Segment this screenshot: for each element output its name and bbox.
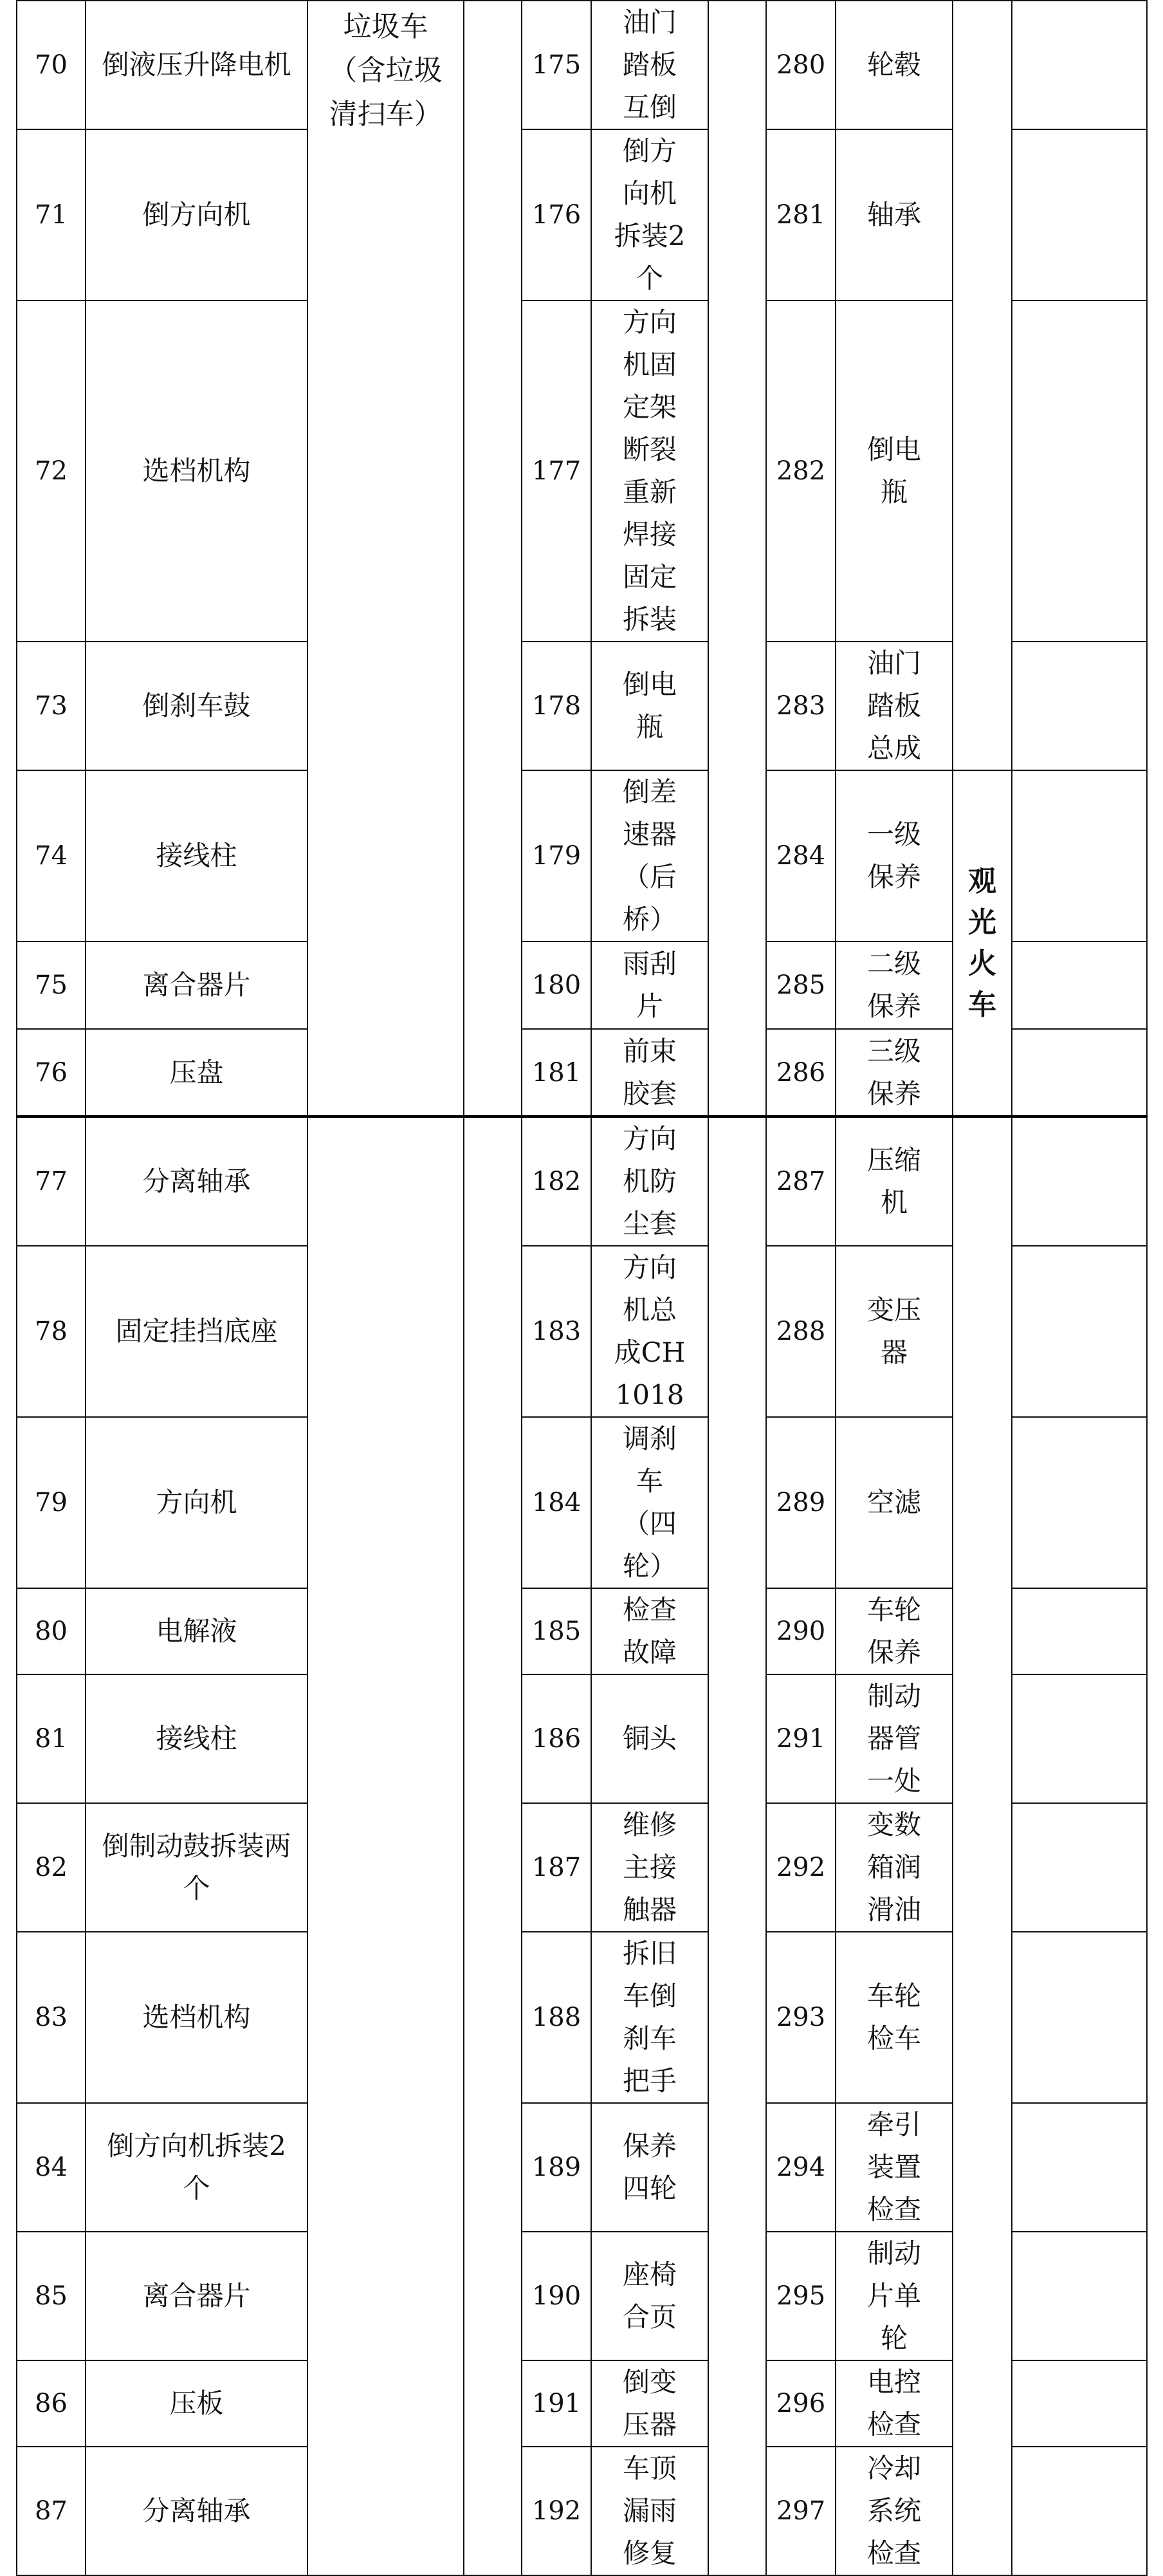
item-number: 175 — [522, 1, 591, 129]
item-number: 181 — [522, 1029, 591, 1117]
empty-cell — [1012, 1417, 1147, 1588]
empty-cell — [1012, 129, 1147, 301]
item-name: 压缩机 — [836, 1117, 953, 1246]
item-number: 282 — [766, 301, 836, 642]
item-name: 倒刹车鼓 — [86, 642, 307, 770]
item-number: 70 — [17, 1, 86, 129]
empty-cell — [1012, 1932, 1147, 2103]
item-number: 285 — [766, 941, 836, 1029]
item-name: 油门踏板总成 — [836, 642, 953, 770]
item-name: 轮毂 — [836, 1, 953, 129]
item-name: 倒方向机 — [86, 129, 307, 301]
item-number: 283 — [766, 642, 836, 770]
item-number: 75 — [17, 941, 86, 1029]
item-name: 倒电瓶 — [591, 642, 708, 770]
empty-cell — [708, 1, 766, 1117]
item-name: 轴承 — [836, 129, 953, 301]
item-name: 车轮保养 — [836, 1588, 953, 1674]
item-name: 检查故障 — [591, 1588, 708, 1674]
item-name: 电控检查 — [836, 2360, 953, 2447]
item-name: 倒制动鼓拆装两个 — [86, 1803, 307, 1932]
empty-cell — [1012, 1246, 1147, 1417]
item-number: 78 — [17, 1246, 86, 1417]
item-name: 铜头 — [591, 1674, 708, 1803]
item-name: 雨刮片 — [591, 941, 708, 1029]
item-name: 选档机构 — [86, 301, 307, 642]
item-number: 191 — [522, 2360, 591, 2447]
item-number: 184 — [522, 1417, 591, 1588]
item-number: 281 — [766, 129, 836, 301]
item-number: 287 — [766, 1117, 836, 1246]
category-cell — [307, 1117, 464, 2575]
item-number: 85 — [17, 2232, 86, 2360]
item-name: 离合器片 — [86, 941, 307, 1029]
item-name: 压盘 — [86, 1029, 307, 1117]
item-name: 变压器 — [836, 1246, 953, 1417]
item-name: 牵引装置检查 — [836, 2103, 953, 2232]
item-name: 座椅合页 — [591, 2232, 708, 2360]
category-cell: 观光火车 — [953, 770, 1012, 1117]
item-name: 车轮检车 — [836, 1932, 953, 2103]
item-number: 179 — [522, 770, 591, 941]
empty-cell — [1012, 2232, 1147, 2360]
item-name: 倒差速器（后桥） — [591, 770, 708, 941]
item-number: 76 — [17, 1029, 86, 1117]
empty-cell — [708, 1117, 766, 2575]
item-number: 178 — [522, 642, 591, 770]
empty-cell — [1012, 1117, 1147, 1246]
empty-cell — [1012, 642, 1147, 770]
empty-cell — [1012, 301, 1147, 642]
item-name: 离合器片 — [86, 2232, 307, 2360]
item-number: 190 — [522, 2232, 591, 2360]
item-number: 86 — [17, 2360, 86, 2447]
item-number: 290 — [766, 1588, 836, 1674]
item-number: 192 — [522, 2447, 591, 2575]
category-cell — [953, 1117, 1012, 2575]
item-name: 倒方向机拆装2个 — [591, 129, 708, 301]
item-name: 空滤 — [836, 1417, 953, 1588]
empty-cell — [1012, 2360, 1147, 2447]
item-number: 187 — [522, 1803, 591, 1932]
item-name: 前束胶套 — [591, 1029, 708, 1117]
empty-cell — [1012, 2103, 1147, 2232]
empty-cell — [464, 1117, 522, 2575]
item-number: 180 — [522, 941, 591, 1029]
item-name: 方向机总成CH1018 — [591, 1246, 708, 1417]
table-row — [17, 1, 1147, 129]
item-number: 297 — [766, 2447, 836, 2575]
item-name: 油门踏板互倒 — [591, 1, 708, 129]
item-name: 分离轴承 — [86, 2447, 307, 2575]
item-number: 73 — [17, 642, 86, 770]
empty-cell — [1012, 1674, 1147, 1803]
item-name: 三级保养 — [836, 1029, 953, 1117]
item-name: 分离轴承 — [86, 1117, 307, 1246]
empty-cell — [1012, 770, 1147, 941]
item-number: 188 — [522, 1932, 591, 2103]
item-number: 292 — [766, 1803, 836, 1932]
item-number: 293 — [766, 1932, 836, 2103]
item-name: 压板 — [86, 2360, 307, 2447]
item-name: 拆旧车倒刹车把手 — [591, 1932, 708, 2103]
repair-items-table — [16, 0, 1148, 2576]
item-number: 79 — [17, 1417, 86, 1588]
item-name: 一级保养 — [836, 770, 953, 941]
item-number: 71 — [17, 129, 86, 301]
item-name: 方向机防尘套 — [591, 1117, 708, 1246]
item-name: 保养四轮 — [591, 2103, 708, 2232]
item-name: 调刹车（四轮） — [591, 1417, 708, 1588]
item-number: 81 — [17, 1674, 86, 1803]
empty-cell — [1012, 1588, 1147, 1674]
item-number: 182 — [522, 1117, 591, 1246]
item-name: 制动片单轮 — [836, 2232, 953, 2360]
empty-cell — [1012, 1, 1147, 129]
empty-cell — [464, 1, 522, 1117]
item-number: 87 — [17, 2447, 86, 2575]
item-name: 倒电瓶 — [836, 301, 953, 642]
item-number: 284 — [766, 770, 836, 941]
item-number: 280 — [766, 1, 836, 129]
item-number: 82 — [17, 1803, 86, 1932]
empty-cell — [1012, 1803, 1147, 1932]
item-number: 189 — [522, 2103, 591, 2232]
item-name: 车顶漏雨修复 — [591, 2447, 708, 2575]
item-name: 倒变压器 — [591, 2360, 708, 2447]
item-number: 74 — [17, 770, 86, 941]
item-number: 84 — [17, 2103, 86, 2232]
item-number: 183 — [522, 1246, 591, 1417]
item-name: 冷却系统检查 — [836, 2447, 953, 2575]
empty-cell — [1012, 941, 1147, 1029]
item-number: 185 — [522, 1588, 591, 1674]
item-name: 接线柱 — [86, 1674, 307, 1803]
item-number: 291 — [766, 1674, 836, 1803]
item-number: 176 — [522, 129, 591, 301]
item-name: 电解液 — [86, 1588, 307, 1674]
item-number: 294 — [766, 2103, 836, 2232]
item-name: 倒液压升降电机 — [86, 1, 307, 129]
category-cell: 垃圾车（含垃圾清扫车） — [307, 1, 464, 1117]
item-name: 方向机 — [86, 1417, 307, 1588]
item-name: 二级保养 — [836, 941, 953, 1029]
item-number: 286 — [766, 1029, 836, 1117]
item-number: 80 — [17, 1588, 86, 1674]
item-number: 83 — [17, 1932, 86, 2103]
item-name: 维修主接触器 — [591, 1803, 708, 1932]
item-name: 制动器管一处 — [836, 1674, 953, 1803]
item-number: 77 — [17, 1117, 86, 1246]
item-name: 倒方向机拆装2个 — [86, 2103, 307, 2232]
item-number: 289 — [766, 1417, 836, 1588]
item-name: 选档机构 — [86, 1932, 307, 2103]
item-number: 177 — [522, 301, 591, 642]
table-row — [17, 770, 1147, 941]
table-row — [17, 1117, 1147, 1246]
item-number: 288 — [766, 1246, 836, 1417]
item-number: 186 — [522, 1674, 591, 1803]
item-number: 72 — [17, 301, 86, 642]
item-number: 296 — [766, 2360, 836, 2447]
item-number: 295 — [766, 2232, 836, 2360]
empty-cell — [1012, 2447, 1147, 2575]
item-name: 接线柱 — [86, 770, 307, 941]
item-name: 方向机固定架断裂重新焊接固定拆装 — [591, 301, 708, 642]
empty-cell — [1012, 1029, 1147, 1117]
item-name: 变数箱润滑油 — [836, 1803, 953, 1932]
empty-cell — [953, 1, 1012, 770]
item-name: 固定挂挡底座 — [86, 1246, 307, 1417]
